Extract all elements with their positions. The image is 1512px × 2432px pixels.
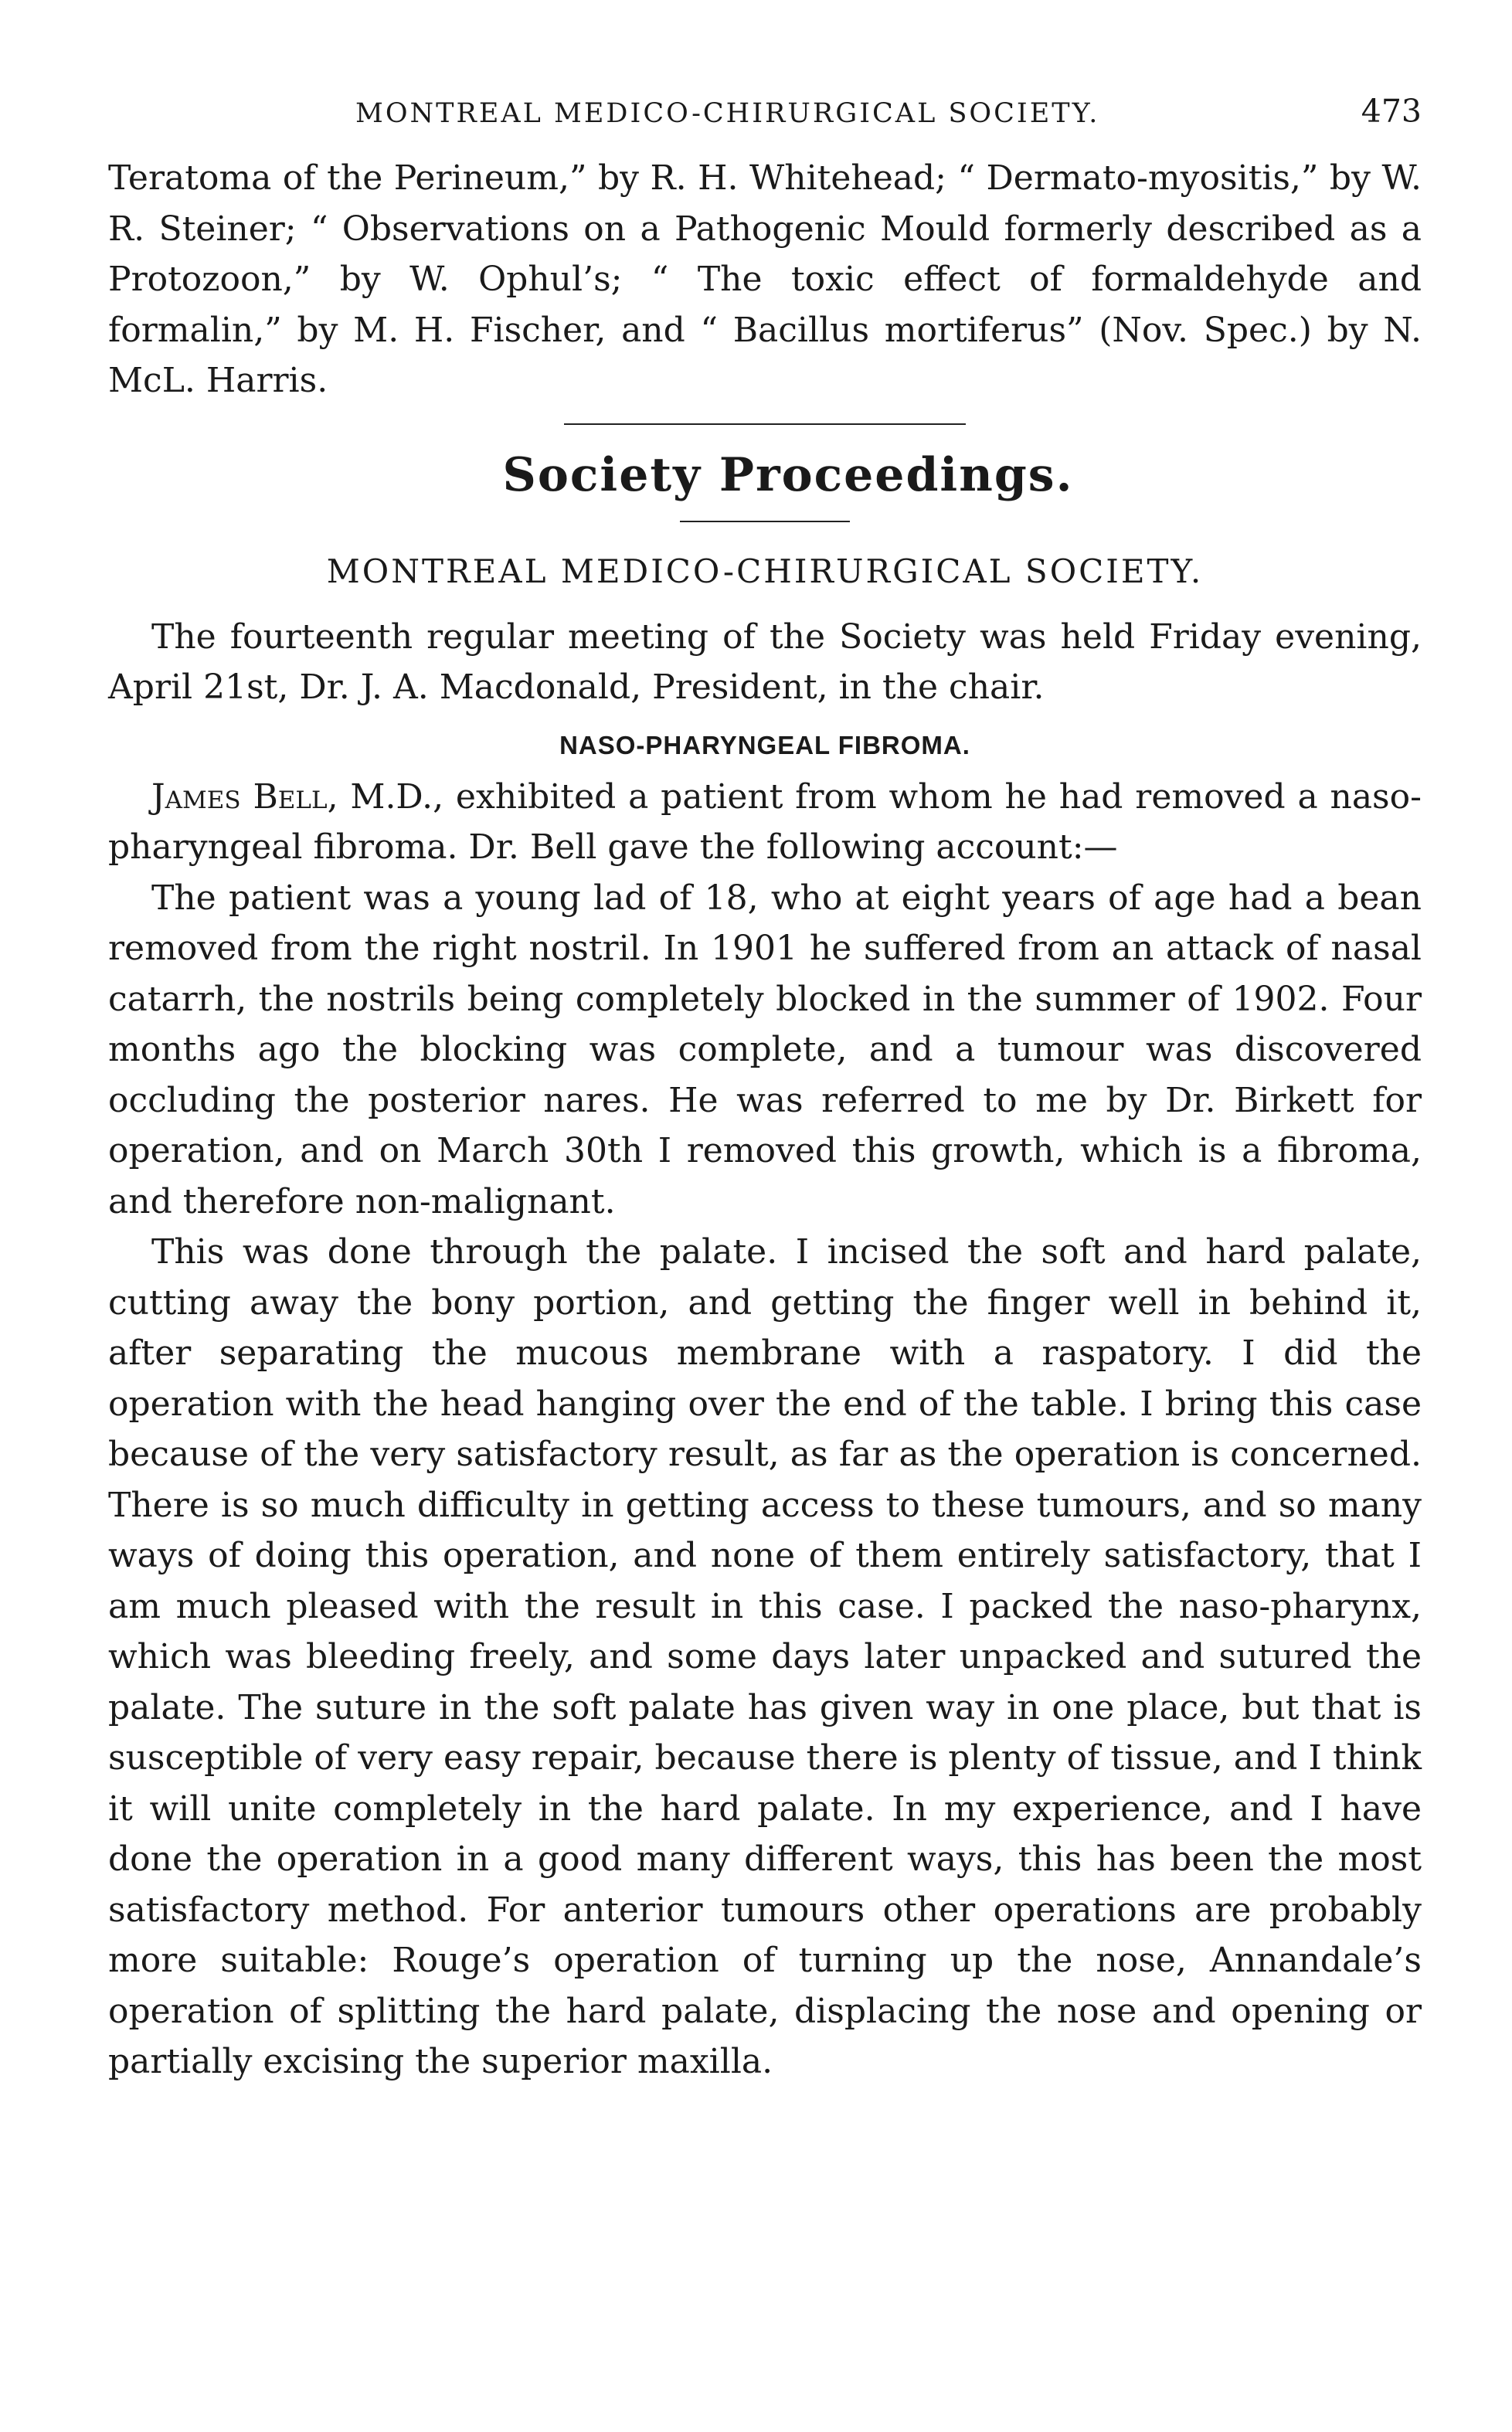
article-opening-paragraph	[108, 772, 1422, 873]
journal-page	[108, 93, 1422, 2087]
meeting-paragraph: The fourteenth regular meeting of the Society was held Friday evening, April 21st, Dr. J. A. Macdonald, President, in the chair.	[108, 616, 1422, 707]
page-number: 473	[1361, 93, 1422, 130]
intro-paragraph: Teratoma of the Perineum,” by R. H. Whitehead; “ Dermato-myositis,” by W. R. Steiner; “ Observations on a Pathogenic Mould formerly described as a Protozoon,” by W. Ophul’s; “ The toxic effect of formaldehyde and formalin,” by M. H. Fischer, and “ Bacillus mortiferus” (Nov. Spec.) by N. McL. Harris.	[108, 158, 1422, 400]
author-rest: , M.D., exhibited a patient from whom he had removed a naso-pharyngeal fibroma. Dr. Bell gave the following account:—	[108, 776, 1422, 867]
section-title: Society Proceedings.	[502, 447, 1074, 502]
divider-rule-bottom	[680, 521, 850, 522]
author-name: James Bell	[151, 776, 328, 817]
divider-rule-top	[564, 423, 966, 425]
society-heading: MONTREAL MEDICO-CHIRURGICAL SOCIETY.	[326, 552, 1204, 590]
running-head	[108, 93, 1422, 139]
running-title: MONTREAL MEDICO-CHIRURGICAL SOCIETY.	[355, 98, 1100, 129]
article-heading: NASO-PHARYNGEAL FIBROMA.	[559, 730, 970, 759]
article-paragraph-2: This was done through the palate. I incised the soft and hard palate, cutting away the bony portion, and getting the finger well in behind it, after separating the mucous membrane with a raspatory. I did the operation with the head hanging over the end of the table. I bring this case because of the very satisfactory result, as far as the operation is concerned. There is so much difficulty in getting access to these tumours, and so many ways of doing this operation, and none of them entirely satisfactory, that I am much pleased with the result in this case. I packed the naso-pharynx, which was bleeding freely, and some days later unpacked and sutured the palate. The suture in the soft palate has given way in one place, but that is susceptible of very easy repair, because there is plenty of tissue, and I think it will unite completely in the hard palate. In my experience, and I have done the operation in a good many different ways, this has been the most satisfactory method. For anterior tumours other operations are probably more suitable: Rouge’s operation of turning up the nose, Annandale’s operation of splitting the hard palate, displacing the nose and opening or partially excising the superior maxilla.	[108, 1232, 1422, 2081]
article-paragraph-1: The patient was a young lad of 18, who at eight years of age had a bean removed from the right nostril. In 1901 he suffered from an attack of nasal catarrh, the nostrils being completely blocked in the summer of 1902. Four months ago the blocking was complete, and a tumour was discovered occluding the posterior nares. He was referred to me by Dr. Birkett for operation, and on March 30th I removed this growth, which is a fibroma, and therefore non-malignant.	[108, 878, 1422, 1221]
